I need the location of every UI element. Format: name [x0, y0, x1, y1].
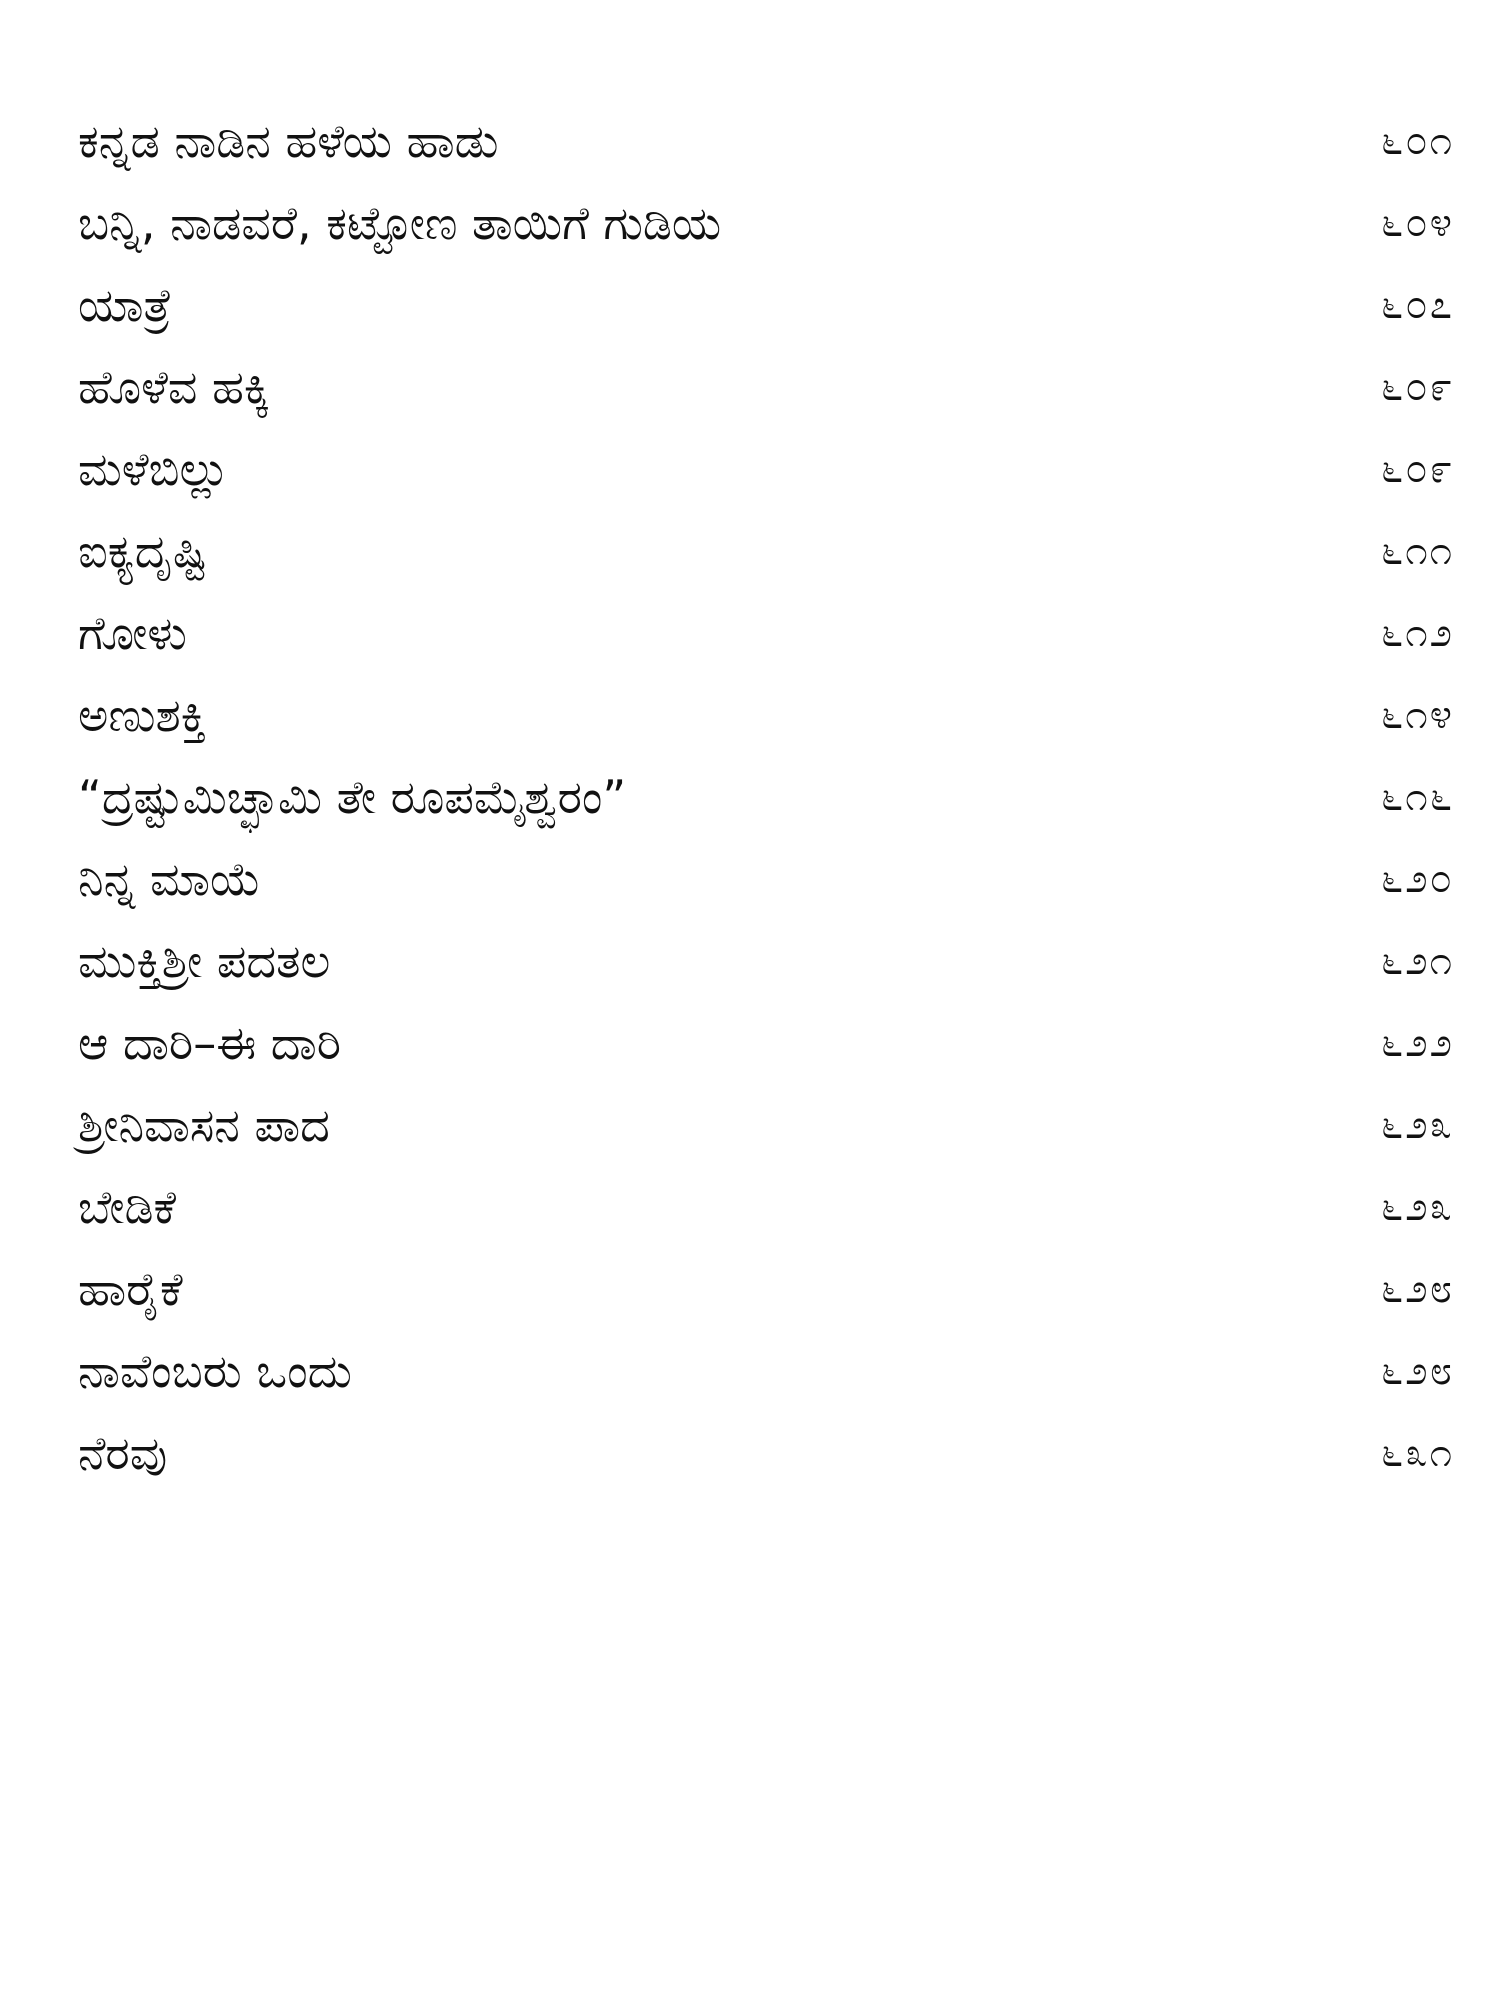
toc-entry-title: ಬೇಡಿಕೆ	[78, 1180, 177, 1234]
toc-entry-page-number: ೬೩೧	[1380, 1430, 1454, 1476]
toc-entry-title: ಅಣುಶಕ್ತಿ	[78, 688, 207, 742]
toc-entry-page-number: ೬೦೪	[1380, 200, 1454, 246]
toc-entry-page-number: ೬೨೮	[1380, 1266, 1454, 1312]
toc-entry	[78, 1002, 1458, 1084]
toc-entry	[78, 182, 1458, 264]
toc-entry	[78, 1084, 1458, 1166]
toc-entry-page-number: ೬೨೧	[1380, 938, 1454, 984]
toc-entry	[78, 264, 1458, 346]
toc-entry-title: ಹೊಳೆವ ಹಕ್ಕಿ	[78, 360, 270, 414]
toc-entry	[78, 592, 1458, 674]
toc-entry-page-number: ೬೦೯	[1380, 446, 1454, 492]
toc-entry-title: ನೆರವು	[78, 1426, 168, 1480]
toc-entry	[78, 674, 1458, 756]
toc-entry-title: ನಾವೆಂಬರು ಒಂದು	[78, 1344, 352, 1398]
toc-entry	[78, 1412, 1458, 1494]
toc-entry-title: ಆ ದಾರಿ–ಈ ದಾರಿ	[78, 1016, 342, 1070]
table-of-contents	[78, 100, 1458, 1494]
toc-entry-title: ಬನ್ನಿ, ನಾಡವರೆ, ಕಟ್ಟೋಣ ತಾಯಿಗೆ ಗುಡಿಯ	[78, 196, 722, 250]
toc-entry	[78, 1330, 1458, 1412]
toc-entry-page-number: ೬೧೨	[1380, 610, 1454, 656]
toc-entry	[78, 346, 1458, 428]
toc-entry-page-number: ೬೧೧	[1380, 528, 1454, 574]
toc-entry-title: ಯಾತ್ರೆ	[78, 278, 172, 332]
toc-entry-page-number: ೬೦೯	[1380, 364, 1454, 410]
toc-entry-page-number: ೬೨೩	[1380, 1184, 1454, 1230]
toc-entry-page-number: ೬೧೬	[1380, 774, 1454, 820]
toc-entry-title: ಮಳೆಬಿಲ್ಲು	[78, 442, 230, 496]
toc-entry	[78, 510, 1458, 592]
toc-entry	[78, 1166, 1458, 1248]
toc-entry-page-number: ೬೦೧	[1380, 118, 1454, 164]
toc-entry	[78, 920, 1458, 1002]
toc-entry	[78, 838, 1458, 920]
toc-entry-page-number: ೬೨೦	[1380, 856, 1454, 902]
toc-entry-page-number: ೬೨೨	[1380, 1020, 1454, 1066]
toc-entry-title: ಮುಕ್ತಿಶ್ರೀ ಪದತಲ	[78, 934, 331, 988]
toc-entry-page-number: ೬೨೮	[1380, 1348, 1454, 1394]
toc-entry-title: ಹಾರೈಕೆ	[78, 1262, 183, 1316]
toc-entry-title: ಗೋಳು	[78, 606, 187, 660]
toc-entry-title: ನಿನ್ನ ಮಾಯೆ	[78, 852, 262, 906]
toc-entry	[78, 1248, 1458, 1330]
toc-entry-title: ಶ್ರೀನಿವಾಸನ ಪಾದ	[78, 1098, 330, 1152]
toc-entry	[78, 100, 1458, 182]
toc-entry	[78, 428, 1458, 510]
toc-entry-page-number: ೬೨೩	[1380, 1102, 1454, 1148]
toc-entry	[78, 756, 1458, 838]
toc-entry-page-number: ೬೧೪	[1380, 692, 1454, 738]
toc-entry-title: “ದ್ರಷ್ಟುಮಿಚ್ಛಾಮಿ ತೇ ರೂಪಮೈಶ್ವರಂ”	[78, 770, 627, 824]
toc-entry-title: ಕನ್ನಡ ನಾಡಿನ ಹಳೆಯ ಹಾಡು	[78, 114, 499, 168]
toc-entry-page-number: ೬೦೭	[1380, 282, 1454, 328]
toc-entry-title: ಐಕ್ಯದೃಷ್ಟಿ	[78, 524, 208, 578]
